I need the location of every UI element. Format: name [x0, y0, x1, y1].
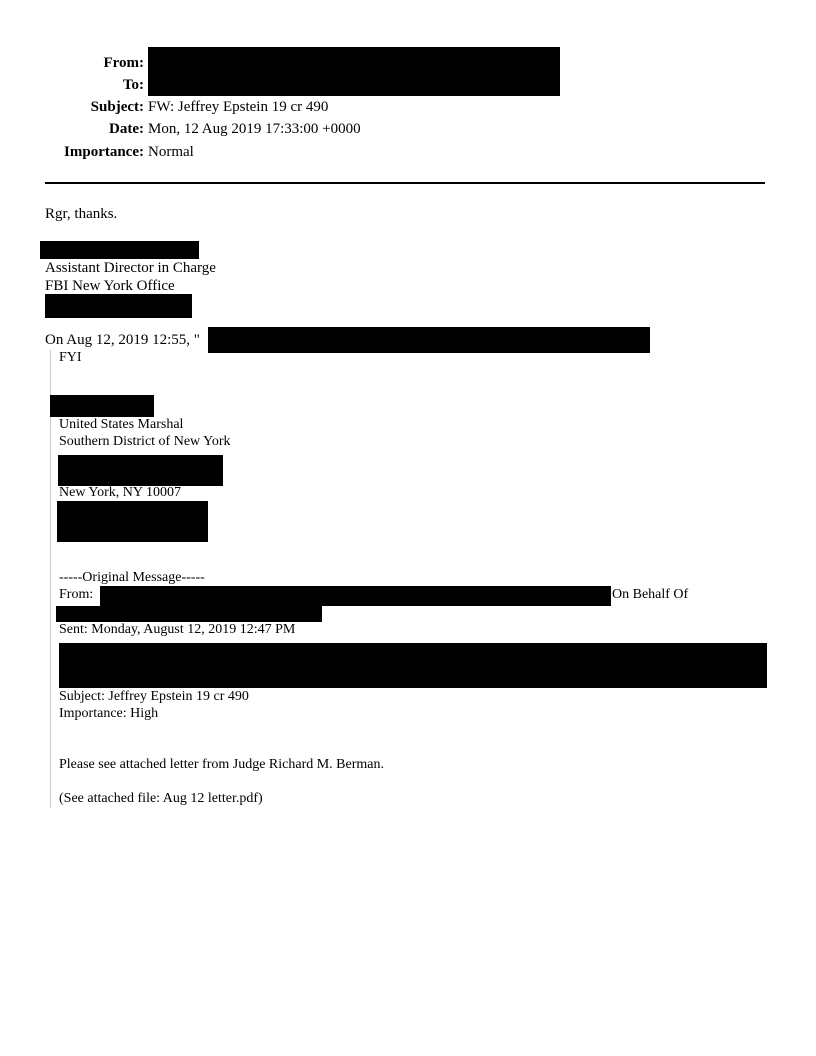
- subject-value: FW: Jeffrey Epstein 19 cr 490: [148, 99, 329, 115]
- signature-title: Assistant Director in Charge: [45, 260, 216, 276]
- redaction-orig-from: [100, 586, 611, 606]
- reply-intro: On Aug 12, 2019 12:55, ": [45, 332, 200, 348]
- fyi-text: FYI: [59, 350, 82, 365]
- to-label: To:: [122, 77, 144, 93]
- redaction-on-behalf: [56, 606, 322, 622]
- redaction-marshal-name: [50, 395, 154, 417]
- date-label: Date:: [109, 121, 144, 137]
- importance-value: Normal: [148, 144, 194, 160]
- quote-bar: [50, 350, 51, 808]
- redaction-orig-to: [59, 643, 767, 688]
- orig-from-label: From:: [59, 587, 94, 602]
- redaction-phone: [57, 501, 208, 542]
- date-value: Mon, 12 Aug 2019 17:33:00 +0000: [148, 121, 361, 137]
- redaction-address: [58, 455, 223, 486]
- header-divider: [45, 182, 765, 184]
- marshal-district: Southern District of New York: [59, 434, 231, 449]
- orig-importance: Importance: High: [59, 706, 159, 721]
- subject-label: Subject:: [90, 99, 144, 115]
- attachment-note: (See attached file: Aug 12 letter.pdf): [59, 791, 263, 806]
- orig-sent: Sent: Monday, August 12, 2019 12:47 PM: [59, 622, 296, 637]
- original-message-marker: -----Original Message-----: [59, 570, 205, 585]
- redaction-sender-name: [40, 241, 199, 259]
- redaction-reply-sender: [208, 327, 650, 353]
- redaction-signature-contact: [45, 294, 192, 318]
- address-city: New York, NY 10007: [59, 485, 181, 500]
- from-label: From:: [103, 55, 144, 71]
- importance-label: Importance:: [64, 144, 144, 160]
- signature-office: FBI New York Office: [45, 278, 175, 294]
- orig-message-text: Please see attached letter from Judge Richard M. Berman.: [59, 757, 384, 772]
- greeting-text: Rgr, thanks.: [45, 206, 118, 222]
- redaction-from-to: [148, 47, 560, 96]
- orig-subject: Subject: Jeffrey Epstein 19 cr 490: [59, 689, 249, 704]
- marshal-title: United States Marshal: [59, 417, 184, 432]
- on-behalf-of-text: On Behalf Of: [612, 587, 689, 602]
